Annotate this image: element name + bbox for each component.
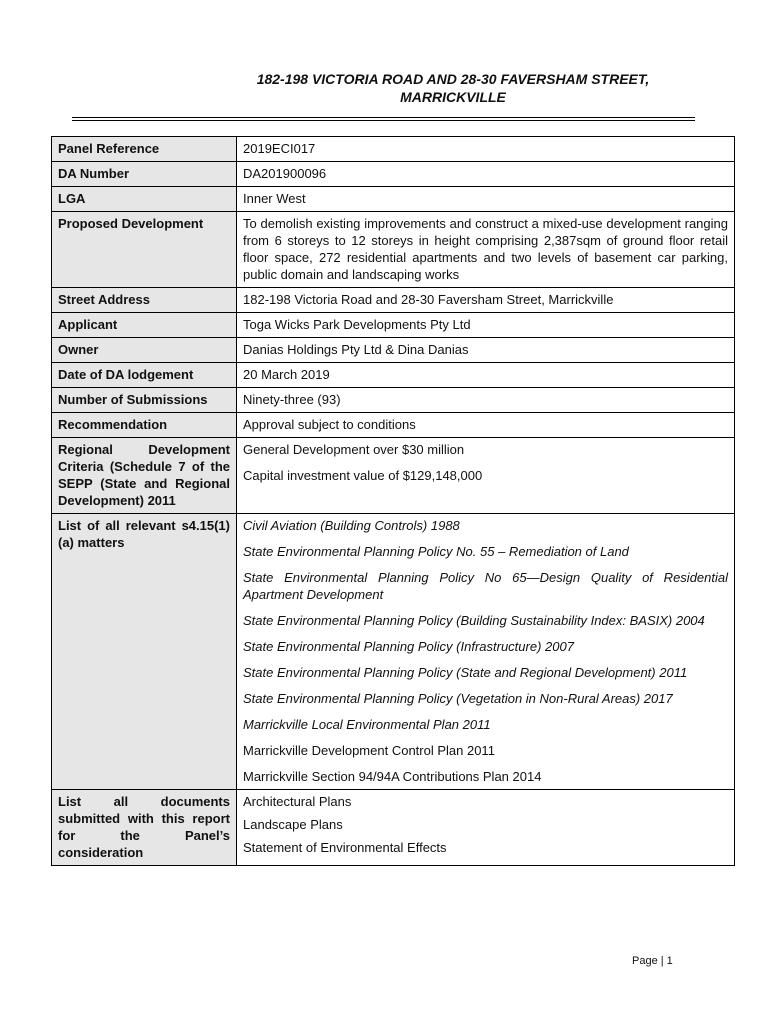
table-row: [52, 313, 735, 338]
row-label: Street Address: [52, 288, 237, 313]
table-row: [52, 187, 735, 212]
row-label: Panel Reference: [52, 137, 237, 162]
row-value: Danias Holdings Pty Ltd & Dina Danias: [237, 338, 735, 363]
document-title: [170, 70, 736, 106]
table-row: [52, 288, 735, 313]
table-row: [52, 413, 735, 438]
table-row: [52, 137, 735, 162]
matter-item: State Environmental Planning Policy (Building Sustainability Index: BASIX) 2004: [243, 613, 705, 628]
row-label: LGA: [52, 187, 237, 212]
document-item: Landscape Plans: [243, 817, 343, 832]
title-divider-top: [72, 117, 695, 118]
value-line: General Development over $30 million: [243, 442, 465, 457]
matter-item: Civil Aviation (Building Controls) 1988: [243, 518, 460, 533]
matter-item: State Environmental Planning Policy (Infrastructure) 2007: [243, 639, 574, 654]
row-value: [237, 438, 735, 514]
matter-item: State Environmental Planning Policy No. 55 – Remediation of Land: [243, 544, 629, 559]
table-row: [52, 162, 735, 187]
table-row: [52, 438, 735, 514]
title-line-2: MARRICKVILLE: [400, 89, 506, 105]
title-divider-bottom: [72, 120, 695, 121]
row-value: DA201900096: [237, 162, 735, 187]
document-item: Statement of Environmental Effects: [243, 840, 447, 855]
row-label: Proposed Development: [52, 212, 237, 288]
row-label: Recommendation: [52, 413, 237, 438]
row-value: To demolish existing improvements and construct a mixed-use development ranging from 6 storeys to 12 storeys in height comprising 2,387sqm of ground floor retail floor space, 272 residential apartments and two levels of basement car parking, public domain and landscaping works: [237, 212, 735, 288]
table-row: [52, 338, 735, 363]
row-label: Date of DA lodgement: [52, 363, 237, 388]
table-row: [52, 514, 735, 790]
row-label: Number of Submissions: [52, 388, 237, 413]
row-value: 2019ECI017: [237, 137, 735, 162]
summary-table: [51, 136, 735, 866]
row-value: Toga Wicks Park Developments Pty Ltd: [237, 313, 735, 338]
row-value: Approval subject to conditions: [237, 413, 735, 438]
value-line: Capital investment value of $129,148,000: [243, 468, 483, 483]
row-label: Regional Development Criteria (Schedule 7 of the SEPP (State and Regional Development) 2011: [52, 438, 237, 514]
matter-item: Marrickville Development Control Plan 2011: [243, 743, 495, 758]
matter-item: State Environmental Planning Policy No 65—Design Quality of Residential Apartment Development: [243, 570, 728, 602]
row-label: List of all relevant s4.15(1)(a) matters: [52, 514, 237, 790]
table-row: [52, 388, 735, 413]
row-label: List all documents submitted with this report for the Panel’s consideration: [52, 790, 237, 866]
page-number: Page | 1: [632, 955, 673, 967]
document-item: Architectural Plans: [243, 794, 352, 809]
matter-item: State Environmental Planning Policy (State and Regional Development) 2011: [243, 665, 688, 680]
matter-item: State Environmental Planning Policy (Vegetation in Non-Rural Areas) 2017: [243, 691, 673, 706]
row-label: Applicant: [52, 313, 237, 338]
matter-item: Marrickville Local Environmental Plan 2011: [243, 717, 491, 732]
title-line-1: 182-198 VICTORIA ROAD AND 28-30 FAVERSHAM STREET,: [256, 71, 650, 87]
matter-item: Marrickville Section 94/94A Contributions Plan 2014: [243, 769, 542, 784]
row-value: Inner West: [237, 187, 735, 212]
row-value: [237, 790, 735, 866]
row-label: DA Number: [52, 162, 237, 187]
row-value: [237, 514, 735, 790]
row-label: Owner: [52, 338, 237, 363]
row-value: Ninety-three (93): [237, 388, 735, 413]
table-row: [52, 363, 735, 388]
row-value: 182-198 Victoria Road and 28-30 Faversham Street, Marrickville: [237, 288, 735, 313]
table-row: [52, 212, 735, 288]
row-value: 20 March 2019: [237, 363, 735, 388]
table-row: [52, 790, 735, 866]
